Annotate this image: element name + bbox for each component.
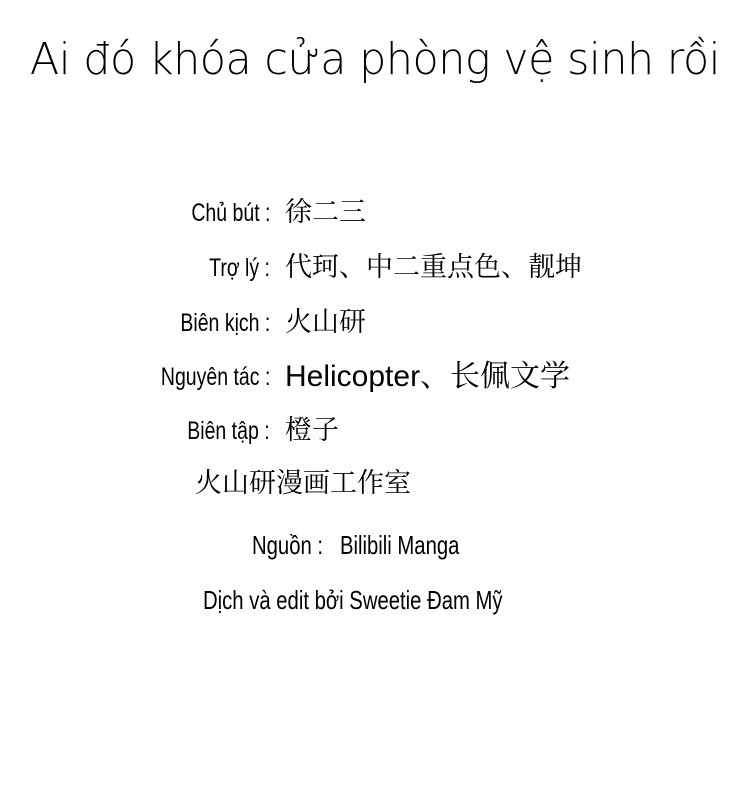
credit-value: 徐二三 (285, 197, 366, 228)
credit-row-editor (0, 411, 750, 451)
translator-credit: Dịch và edit bởi Sweetie Đam Mỹ (203, 585, 503, 615)
page-title: Ai đó khóa cửa phòng vệ sinh rồi (29, 34, 721, 85)
credit-row-screenwriter (0, 303, 750, 343)
credit-row-author (0, 193, 750, 233)
credit-label: Biên tập : (187, 417, 270, 445)
credit-value: 火山研 (285, 307, 366, 338)
credit-value: Helicopter、长佩文学 (285, 360, 571, 393)
credit-row-original-author (0, 357, 750, 397)
source-label: Nguồn : (252, 530, 324, 560)
source-line (252, 525, 459, 565)
credit-label: Nguyên tác : (160, 363, 270, 391)
credit-label: Chủ bút : (190, 199, 270, 227)
credit-label: Trợ lý : (209, 254, 270, 282)
credit-label: Biên kịch : (180, 309, 270, 337)
studio-name: 火山研漫画工作室 (195, 468, 411, 499)
credit-value: 代珂、中二重点色、靓坤 (285, 252, 582, 283)
source-value: Bilibili Manga (339, 530, 460, 560)
credit-value: 橙子 (285, 415, 339, 446)
credit-row-assistant (0, 248, 750, 288)
